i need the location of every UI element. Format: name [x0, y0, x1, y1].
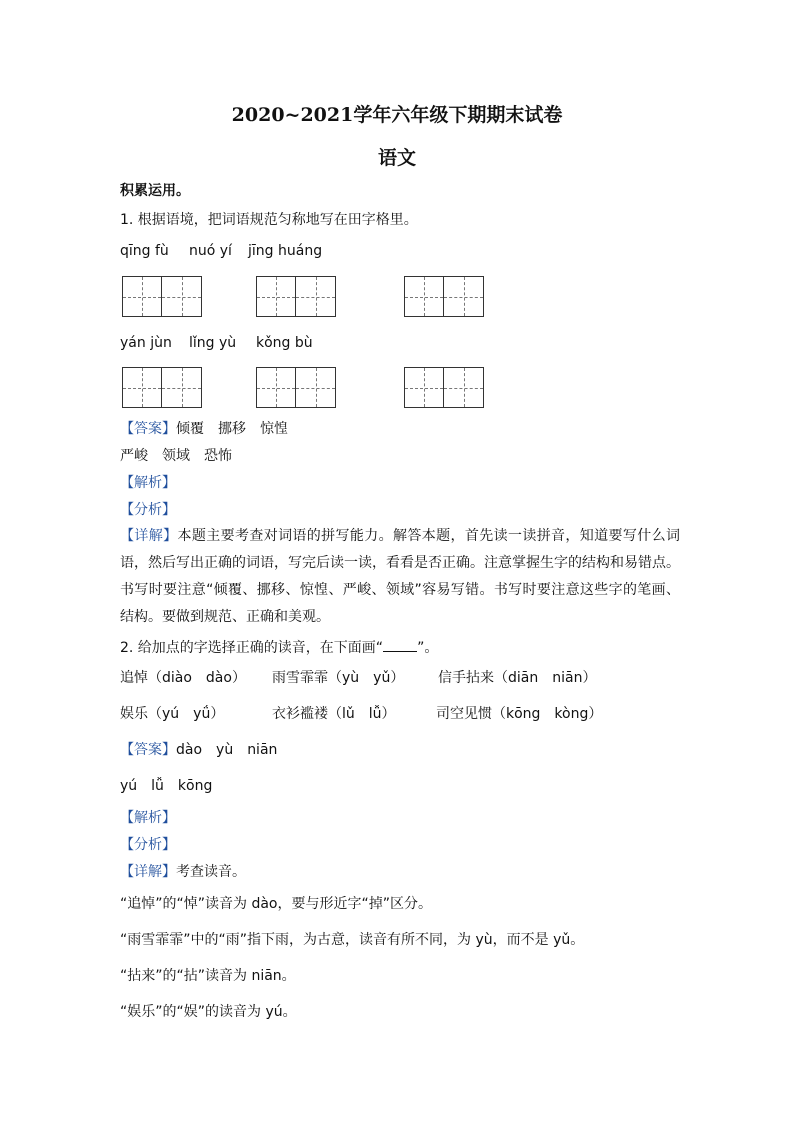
q1-prompt: 1. 根据语境，把词语规范匀称地写在田字格里。 [120, 212, 418, 228]
detail-text: 考查读音。 [176, 864, 246, 880]
underline-blank [383, 637, 417, 652]
q2-item: 雨雪霏霏（yù yǔ） [272, 670, 405, 686]
exam-title: 2020~2021学年六年级下期期末试卷 [231, 104, 563, 126]
q2-note: “拈来”的“拈”读音为 niān。 [120, 968, 296, 984]
q1-detail [120, 523, 680, 631]
fenxi-label: 【分析】 [120, 502, 176, 518]
pinyin-yanjun: yán jùn [120, 335, 172, 351]
pinyin-lingyu: lǐng yù [189, 335, 237, 351]
section-heading: 积累运用。 [120, 183, 190, 199]
pinyin-qingfu: qīng fù [120, 243, 169, 259]
q2-answer-line2: yú lǚ kōng [120, 778, 213, 794]
q2-answer [120, 740, 277, 760]
detail-text: 本题主要考查对词语的拼写能力。解答本题，首先读一读拼音，知道要写什么词语，然后写出正确的词语，写完后读一读，看看是否正确。注意掌握生字的结构和易错点。书写时要注意“倾覆、挪移、惊惶、严峻、领域”容易写错。书写时要注意这些字的笔画、结构。要做到规范、正确和美观。 [120, 528, 681, 625]
pinyin-jinghuang: jīng huáng [248, 243, 323, 259]
q2-item: 衣衫褴褛（lǔ lǚ） [272, 706, 396, 722]
tianzi-grid[interactable] [256, 276, 336, 317]
detail-label: 【详解】 [120, 864, 176, 880]
q2-item: 娱乐（yú yǘ） [120, 706, 225, 722]
q2-prompt-end: ”。 [417, 640, 439, 656]
tianzi-grid[interactable] [122, 276, 202, 317]
tianzi-grid[interactable] [122, 367, 202, 408]
q1-answer-line2: 严峻 领域 恐怖 [120, 448, 232, 464]
q2-prompt-text: 2. 给加点的字选择正确的读音，在下面画“ [120, 640, 384, 656]
analysis-label: 【解析】 [120, 810, 176, 826]
exam-subject: 语文 [377, 147, 416, 169]
analysis-label: 【解析】 [120, 475, 176, 491]
tianzi-grid[interactable] [404, 367, 484, 408]
q2-note: “追悼”的“悼”读音为 dào，要与形近字“掉”区分。 [120, 896, 432, 912]
tianzi-grid[interactable] [404, 276, 484, 317]
q2-prompt [120, 637, 438, 658]
q2-detail [120, 862, 246, 882]
q2-item: 司空见惯（kōng kòng） [436, 706, 603, 722]
fenxi-label: 【分析】 [120, 837, 176, 853]
answer-text: 倾覆 挪移 惊惶 [176, 421, 288, 437]
answer-label: 【答案】 [120, 742, 176, 758]
q2-note: “娱乐”的“娱”的读音为 yú。 [120, 1004, 297, 1020]
q1-answer [120, 419, 288, 439]
pinyin-kongbu: kǒng bù [256, 335, 313, 351]
detail-label: 【详解】 [120, 528, 178, 544]
q2-item: 追悼（diào dào） [120, 670, 246, 686]
pinyin-nuoyi: nuó yí [189, 243, 232, 259]
q2-note: “雨雪霏霏”中的“雨”指下雨，为古意，读音有所不同，为 yù，而不是 yǔ。 [120, 932, 585, 948]
answer-text: dào yù niān [176, 742, 278, 758]
q2-item: 信手拈来（diān niān） [438, 670, 597, 686]
answer-label: 【答案】 [120, 421, 176, 437]
tianzi-grid[interactable] [256, 367, 336, 408]
